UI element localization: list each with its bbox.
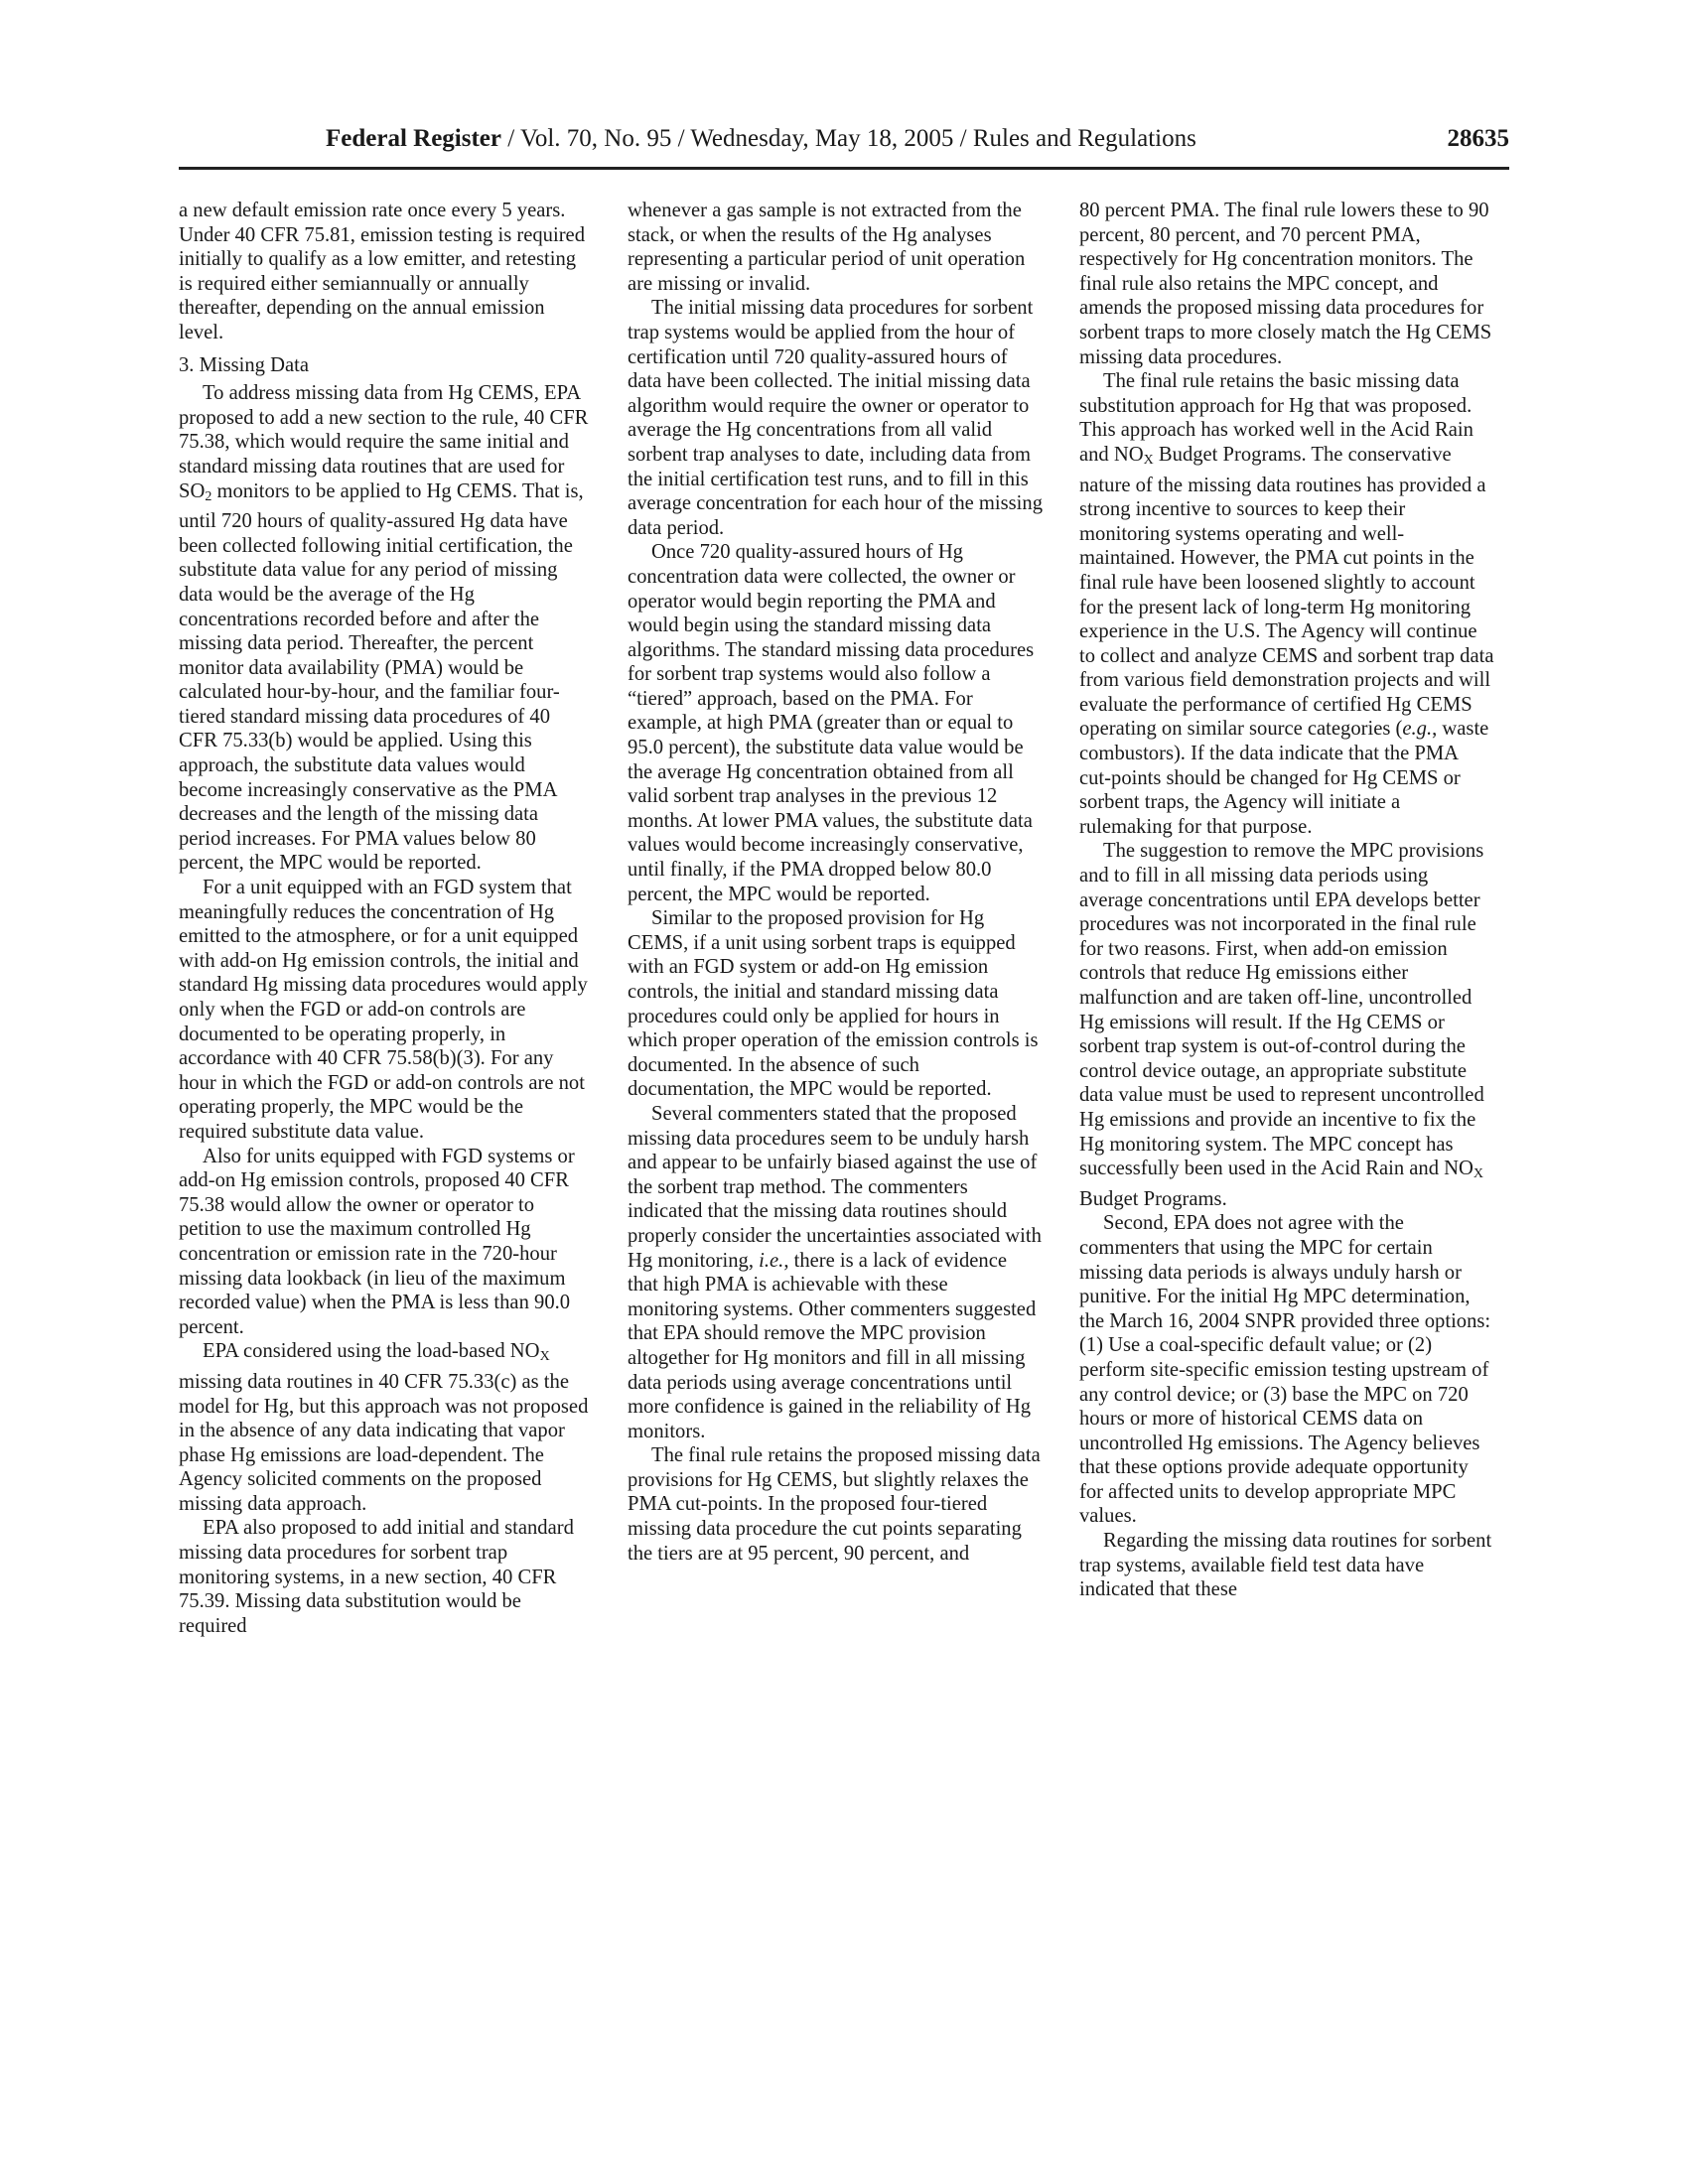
text-run: missing data routines in 40 CFR 75.33(c) as the model for Hg, but this approach was not proposed in the absence of any data indicating that vapor phase Hg emissions are load-dependent. The Agency solicited comments on the proposed missing data approach.	[179, 1370, 589, 1515]
page-number: 28635	[1447, 125, 1509, 152]
column-2	[628, 199, 1043, 1566]
section-heading: 3. Missing Data	[179, 353, 309, 376]
subscript: X	[1473, 1166, 1484, 1182]
paragraph: Similar to the proposed provision for Hg CEMS, if a unit using sorbent traps is equipped with an FGD system or add-on Hg emission controls, the initial and standard missing data procedures could only be applied for hours in which proper operation of the emission controls is documented. In the absence of such documentation, the MPC would be reported.	[628, 907, 1039, 1101]
page-header	[179, 125, 1509, 161]
paragraph	[1079, 839, 1494, 1211]
paragraph: Also for units equipped with FGD systems or add-on Hg emission controls, proposed 40 CFR 75.38 would allow the owner or operator to petition to use the maximum controlled Hg concentration or emission rate in the 720-hour missing data lookback (in lieu of the maximum recorded value) when the PMA is less than 90.0 percent.	[179, 1145, 575, 1338]
text-run: monitors to be applied to Hg CEMS. That is, until 720 hours of quality-assured Hg data have been collected following initial certification, the substitute data value for any period of missing data would be the average of the Hg concentrations recorded before and after the missing data period. Thereafter, the percent monitor data availability (PMA) would be calculated hour-by-hour, and the familiar four-tiered standard missing data procedures of 40 CFR 75.33(b) would be applied. Using this approach, the substitute data values would become increasingly conservative as the PMA decreases and the length of the missing data period increases. For PMA values below 80 percent, the MPC would be reported.	[179, 479, 584, 875]
text-run: , there is a lack of evidence that high PMA is achievable with these monitoring systems. Other commenters suggested that EPA should remove the MPC provision altogether for Hg monitors and fill in all missing data periods using average concentrations until more confidence is gained in the reliability of Hg monitors.	[628, 1249, 1037, 1442]
column-1	[179, 199, 594, 1638]
text-run: EPA considered using the load-based NO	[203, 1340, 540, 1363]
italic-text: i.e.	[759, 1249, 784, 1272]
text-run: To address missing data from Hg CEMS, EPA proposed to add a new section to the rule, 40 CFR 75.38, which would require the same initial and standard missing data routines that are used for SO	[179, 382, 589, 502]
paragraph: EPA also proposed to add initial and standard missing data procedures for sorbent trap monitoring systems, in a new section, 40 CFR 75.39. Missing data substitution would be required	[179, 1517, 574, 1637]
paragraph	[628, 1102, 1043, 1443]
issue-info: / Vol. 70, No. 95 / Wednesday, May 18, 2005 / Rules and Regulations	[501, 125, 1196, 152]
paragraph: Second, EPA does not agree with the commenters that using the MPC for certain missing data periods is always unduly harsh or punitive. For the initial Hg MPC determination, the March 16, 2004 SNPR provided three options: (1) Use a coal-specific default value; or (2) perform site-specific emission testing upstream of any control device; or (3) base the MPC on 720 hours or more of historical CEMS data on uncontrolled Hg emissions. The Agency believes that these options provide adequate opportunity for affected units to develop appropriate MPC values.	[1079, 1212, 1491, 1528]
paragraph	[179, 381, 594, 876]
paragraph: Once 720 quality-assured hours of Hg concentration data were collected, the owner or operator would begin reporting the PMA and would begin using the standard missing data algorithms. The standard missing data procedures for sorbent trap systems would also follow a “tiered” approach, based on the PMA. For example, at high PMA (greater than or equal to 95.0 percent), the substitute data value would be the average Hg concentration obtained from all valid sorbent trap analyses in the previous 12 months. At lower PMA values, the substitute data values would become increasingly conservative, until finally, if the PMA dropped below 80.0 percent, the MPC would be reported.	[628, 541, 1035, 905]
text-run: The final rule retains the basic missing data substitution approach for Hg that was proposed. This approach has worked well in the Acid Rain and NO	[1079, 370, 1474, 466]
italic-text: e.g.	[1402, 718, 1433, 741]
paragraph: Regarding the missing data routines for sorbent trap systems, available field test data have indicated that these	[1079, 1530, 1492, 1601]
text-run: Budget Programs.	[1079, 1187, 1227, 1210]
text-run: The suggestion to remove the MPC provisions and to fill in all missing data periods using average concentrations until EPA develops better procedures was not incorporated in the final rule for two reasons. First, when add-on emission controls that reduce Hg emissions either malfunction and are taken off-line, uncontrolled Hg emissions will result. If the Hg CEMS or sorbent trap system is out-of-control during the control device outage, an appropriate substitute data value must be used to represent uncontrolled Hg emissions and provide an incentive to fix the Hg monitoring system. The MPC concept has successfully been used in the Acid Rain and NO	[1079, 840, 1484, 1180]
running-head	[326, 125, 1196, 153]
column-3	[1079, 199, 1494, 1602]
paragraph: For a unit equipped with an FGD system that meaningfully reduces the concentration of Hg emitted to the atmosphere, or for a unit equipped with add-on Hg emission controls, the initial and standard Hg missing data procedures would apply only when the FGD or add-on controls are documented to be operating properly, in accordance with 40 CFR 75.58(b)(3). For any hour in which the FGD or add-on controls are not operating properly, the MPC would be the required substitute data value.	[179, 877, 588, 1143]
paragraph: a new default emission rate once every 5 years. Under 40 CFR 75.81, emission testing is required initially to qualify as a low emitter, and retesting is required either semiannually or annually thereafter, depending on the annual emission level.	[179, 200, 585, 343]
paragraph	[1079, 369, 1494, 839]
subscript: 2	[205, 488, 212, 504]
text-run: Budget Programs. The conservative nature of the missing data routines has provided a strong incentive to sources to keep their monitoring systems operating and well-maintained. However, the PMA cut points in the final rule have been loosened slightly to account for the present lack of long-term Hg monitoring experience in the U.S. The Agency will continue to collect and analyze CEMS and sorbent trap data from various field demonstration projects and will evaluate the performance of certified Hg CEMS operating on similar source categories (	[1079, 443, 1494, 741]
paragraph: 80 percent PMA. The final rule lowers these to 90 percent, 80 percent, and 70 percent PMA, respectively for Hg concentration monitors. The final rule also retains the MPC concept, and amends the proposed missing data procedures for sorbent traps to more closely match the Hg CEMS missing data procedures.	[1079, 200, 1492, 368]
publication-name: Federal Register	[326, 125, 502, 152]
text-run: Several commenters stated that the proposed missing data procedures seem to be unduly harsh and appear to be unfairly biased against the use of the sorbent trap method. The commenters indicated that the missing data routines should properly consider the uncertainties associated with Hg monitoring,	[628, 1102, 1042, 1272]
subscript: X	[1143, 452, 1154, 468]
paragraph: whenever a gas sample is not extracted from the stack, or when the results of the Hg analyses representing a particular period of unit operation are missing or invalid.	[628, 200, 1026, 295]
paragraph: The initial missing data procedures for sorbent trap systems would be applied from the hour of certification until 720 quality-assured hours of data have been collected. The initial missing data algorithm would require the owner or operator to average the Hg concentrations from all valid sorbent trap analyses to date, including data from the initial certification test runs, and to fill in this average concentration for each hour of the missing data period.	[628, 297, 1043, 539]
subscript: X	[539, 1349, 550, 1365]
paragraph	[179, 1339, 594, 1516]
text-run: , waste combustors). If the data indicate that the PMA cut-points should be changed for Hg CEMS or sorbent traps, the Agency will initiate a rulemaking for that purpose.	[1079, 718, 1489, 838]
paragraph: The final rule retains the proposed missing data provisions for Hg CEMS, but slightly relaxes the PMA cut-points. In the proposed four-tiered missing data procedure the cut points separating the tiers are at 95 percent, 90 percent, and	[628, 1444, 1041, 1565]
header-rule	[179, 167, 1509, 170]
